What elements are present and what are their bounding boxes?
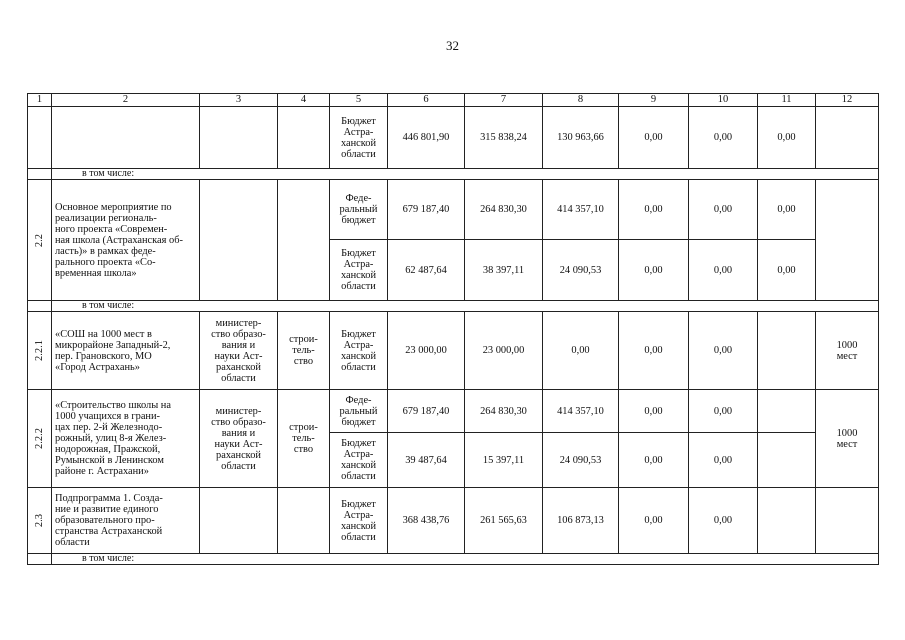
measure-name: «СОШ на 1000 мест в микрорайоне Западный-2, пер. Грановского, МО «Город Астрахань» [52,312,200,390]
value-cell: 0,00 [619,433,689,488]
executor: министер- ство образо- вания и науки Аст- раханской области [200,312,278,390]
value-cell: 0,00 [758,240,816,301]
value-cell: 0,00 [619,107,689,169]
measure-name: Основное мероприятие по реализации региональ- ного проекта «Современ- ная школа (Астраханская об- ласть)» в рамках феде- рального проекта «Со- временная школа» [52,180,200,301]
value-cell: 414 357,10 [543,390,619,433]
header-cell: 10 [689,94,758,107]
value-cell: 23 000,00 [388,312,465,390]
funding-source: Бюджет Астра- ханской области [330,433,388,488]
table-row [28,390,879,433]
subtotal-row [28,554,879,565]
value-cell: 130 963,66 [543,107,619,169]
value-cell: 261 565,63 [465,488,543,554]
value-cell: 679 187,40 [388,180,465,240]
activity-type: строи- тель- ство [278,312,330,390]
executor: министер- ство образо- вания и науки Аст- раханской области [200,390,278,488]
value-cell: 23 000,00 [465,312,543,390]
value-cell: 0,00 [689,180,758,240]
value-cell: 446 801,90 [388,107,465,169]
value-cell: 39 487,64 [388,433,465,488]
capacity-cell: 1000 мест [816,312,879,390]
value-cell [758,390,816,433]
header-cell: 4 [278,94,330,107]
header-cell: 7 [465,94,543,107]
page-number: 32 [446,38,459,53]
value-cell: 0,00 [689,107,758,169]
value-cell: 264 830,30 [465,180,543,240]
in-total-label: в том числе: [52,169,879,180]
value-cell: 0,00 [619,390,689,433]
value-cell: 0,00 [689,240,758,301]
header-cell: 11 [758,94,816,107]
funding-source: Бюджет Астра- ханской области [330,312,388,390]
value-cell: 0,00 [619,488,689,554]
header-cell: 6 [388,94,465,107]
value-cell [758,433,816,488]
table-row [28,107,879,169]
table-row [28,488,879,554]
value-cell: 0,00 [689,390,758,433]
header-cell: 8 [543,94,619,107]
header-row [28,94,879,107]
funding-source: Бюджет Астра- ханской области [330,107,388,169]
value-cell: 0,00 [619,312,689,390]
value-cell: 264 830,30 [465,390,543,433]
in-total-label: в том числе: [52,301,879,312]
capacity-cell: 1000 мест [816,390,879,488]
value-cell [758,312,816,390]
value-cell: 0,00 [619,180,689,240]
value-cell: 679 187,40 [388,390,465,433]
subtotal-row [28,169,879,180]
measure-name: «Строительство школы на 1000 учащихся в грани- цах пер. 2-й Железнодо- рожный, улиц 8-я Желез- нодорожная, Пражской, Румынской в Ленинском районе г. Астрахани» [52,390,200,488]
row-number: 2.3 [28,488,52,554]
funding-source: Феде- ральный бюджет [330,180,388,240]
table-row [28,180,879,240]
value-cell: 24 090,53 [543,240,619,301]
value-cell: 0,00 [689,433,758,488]
value-cell: 368 438,76 [388,488,465,554]
value-cell: 0,00 [758,107,816,169]
value-cell: 62 487,64 [388,240,465,301]
header-cell: 2 [52,94,200,107]
header-cell: 1 [28,94,52,107]
measure-name: Подпрограмма 1. Созда- ние и развитие единого образовательного про- странства Астраханской области [52,488,200,554]
value-cell: 0,00 [543,312,619,390]
value-cell: 24 090,53 [543,433,619,488]
value-cell: 414 357,10 [543,180,619,240]
in-total-label: в том числе: [52,554,879,565]
row-number: 2.2 [28,180,52,301]
value-cell: 0,00 [758,180,816,240]
value-cell: 0,00 [689,488,758,554]
funding-source: Феде- ральный бюджет [330,390,388,433]
value-cell: 0,00 [689,312,758,390]
value-cell [758,488,816,554]
row-number: 2.2.2 [28,390,52,488]
table-row [28,312,879,390]
subtotal-row [28,301,879,312]
value-cell: 106 873,13 [543,488,619,554]
row-number: 2.2.1 [28,312,52,390]
funding-source: Бюджет Астра- ханской области [330,240,388,301]
header-cell: 5 [330,94,388,107]
value-cell: 0,00 [619,240,689,301]
funding-source: Бюджет Астра- ханской области [330,488,388,554]
activity-type: строи- тель- ство [278,390,330,488]
header-cell: 9 [619,94,689,107]
value-cell: 15 397,11 [465,433,543,488]
value-cell: 38 397,11 [465,240,543,301]
header-cell: 12 [816,94,879,107]
header-cell: 3 [200,94,278,107]
value-cell: 315 838,24 [465,107,543,169]
budget-table [27,93,879,565]
